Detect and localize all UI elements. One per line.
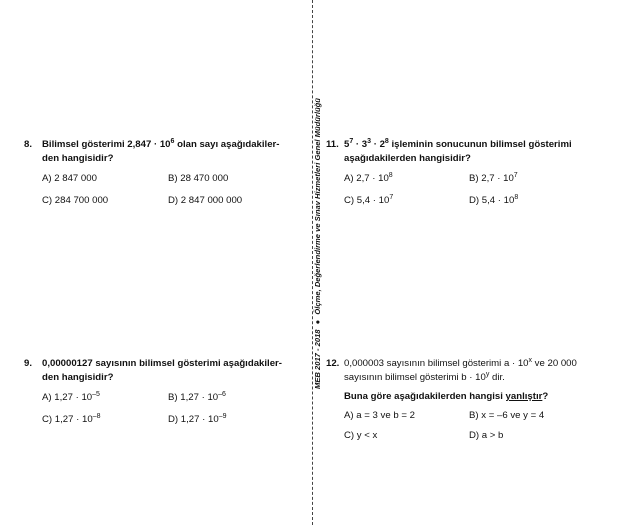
stem-text: Bilimsel gösterimi 2,847 · 10 (42, 139, 171, 150)
exponent: –8 (92, 413, 101, 420)
exponent: –5 (92, 391, 100, 398)
stem-text: · (353, 139, 362, 150)
question-stem (344, 357, 606, 385)
stem-text: ve 20 000 (532, 358, 577, 369)
option-a[interactable]: A) a = 3 ve b = 2 (344, 410, 415, 421)
stem-text: · (371, 139, 380, 150)
option-b[interactable] (168, 391, 226, 405)
question-number: 12. (326, 358, 340, 369)
question-number: 8. (24, 139, 33, 150)
stem-text: dir. (489, 372, 505, 383)
exponent: 6 (170, 138, 175, 145)
question-stem (344, 138, 606, 166)
option-b[interactable]: B) x = –6 ve y = 4 (469, 410, 545, 421)
base: 2 (379, 139, 385, 150)
option-b[interactable] (469, 172, 518, 186)
question-12 (326, 357, 606, 453)
exponent: 7 (389, 194, 394, 201)
option-text: B) 1,27 · 10 (168, 392, 219, 403)
question-11 (326, 138, 606, 216)
option-a[interactable] (42, 391, 100, 405)
option-text: D) 1,27 · 10 (168, 414, 219, 425)
question-number: 9. (24, 358, 33, 369)
base: 3 (361, 139, 368, 150)
years-label: 2017 - 2018 (313, 329, 322, 370)
question-number: 11. (326, 139, 339, 150)
exponent: 3 (367, 138, 372, 145)
options (42, 172, 302, 216)
option-text: D) 5,4 · 10 (469, 195, 515, 206)
question-9 (24, 357, 302, 435)
stem-text: sayısının bilimsel gösterimi b · 10 (344, 372, 486, 383)
option-d[interactable]: D) a > b (469, 430, 504, 441)
option-c[interactable] (42, 413, 100, 427)
sidebar-credit (313, 95, 322, 392)
stem-text: işleminin sonucunun bilimsel gösterimi (388, 139, 572, 150)
options (344, 172, 606, 216)
option-d[interactable]: D) 2 847 000 000 (168, 195, 243, 206)
department-label: Ölçme, Değerlendirme ve Sınav Hizmetleri Genel Müdürlüğü (313, 98, 322, 315)
exponent: 8 (388, 172, 393, 179)
option-text: C) 1,27 · 10 (42, 414, 93, 425)
option-d[interactable] (469, 194, 518, 208)
option-b[interactable]: B) 28 470 000 (168, 173, 229, 184)
stem-text: 0,00000127 sayısının bilimsel gösterimi aşağıdakiler- (42, 358, 282, 369)
exponent: x (528, 357, 533, 364)
emphasis-text: yanlıştır (505, 391, 543, 402)
stem-text: Buna göre aşağıdakilerden hangisi (344, 391, 506, 402)
option-c[interactable]: C) y < x (344, 430, 378, 441)
option-text: A) 1,27 · 10 (42, 392, 93, 403)
exponent: –9 (218, 413, 227, 420)
question-stem (42, 357, 302, 385)
exponent: 7 (349, 138, 354, 145)
option-a[interactable]: A) 2 847 000 (42, 173, 97, 184)
question-8 (24, 138, 302, 216)
stem-text: ? (542, 391, 549, 402)
publisher-label: MEB (313, 372, 322, 389)
option-text: C) 5,4 · 10 (344, 195, 390, 206)
stem-text: olan sayı aşağıdakiler- (174, 139, 280, 150)
exponent: 8 (384, 138, 389, 145)
exponent: 7 (513, 172, 518, 179)
option-text: B) 2,7 · 10 (469, 173, 514, 184)
exponent: 8 (514, 194, 519, 201)
option-d[interactable] (168, 413, 226, 427)
option-a[interactable] (344, 172, 393, 186)
question-stem (42, 138, 302, 166)
stem-text: den hangisidir? (42, 153, 114, 164)
option-c[interactable]: C) 284 700 000 (42, 195, 109, 206)
exponent: –6 (218, 391, 226, 398)
exponent: y (485, 371, 490, 378)
separator-dot: ● (313, 319, 322, 325)
stem-text: 0,000003 sayısının bilimsel gösterimi a · 10 (344, 358, 529, 369)
stem-text: den hangisidir? (42, 372, 114, 383)
option-text: A) 2,7 · 10 (344, 173, 389, 184)
question-prompt (344, 390, 606, 404)
options (42, 391, 302, 435)
options (344, 409, 606, 453)
option-c[interactable] (344, 194, 393, 208)
stem-text: aşağıdakilerden hangisidir? (344, 153, 471, 164)
base: 5 (344, 139, 350, 150)
